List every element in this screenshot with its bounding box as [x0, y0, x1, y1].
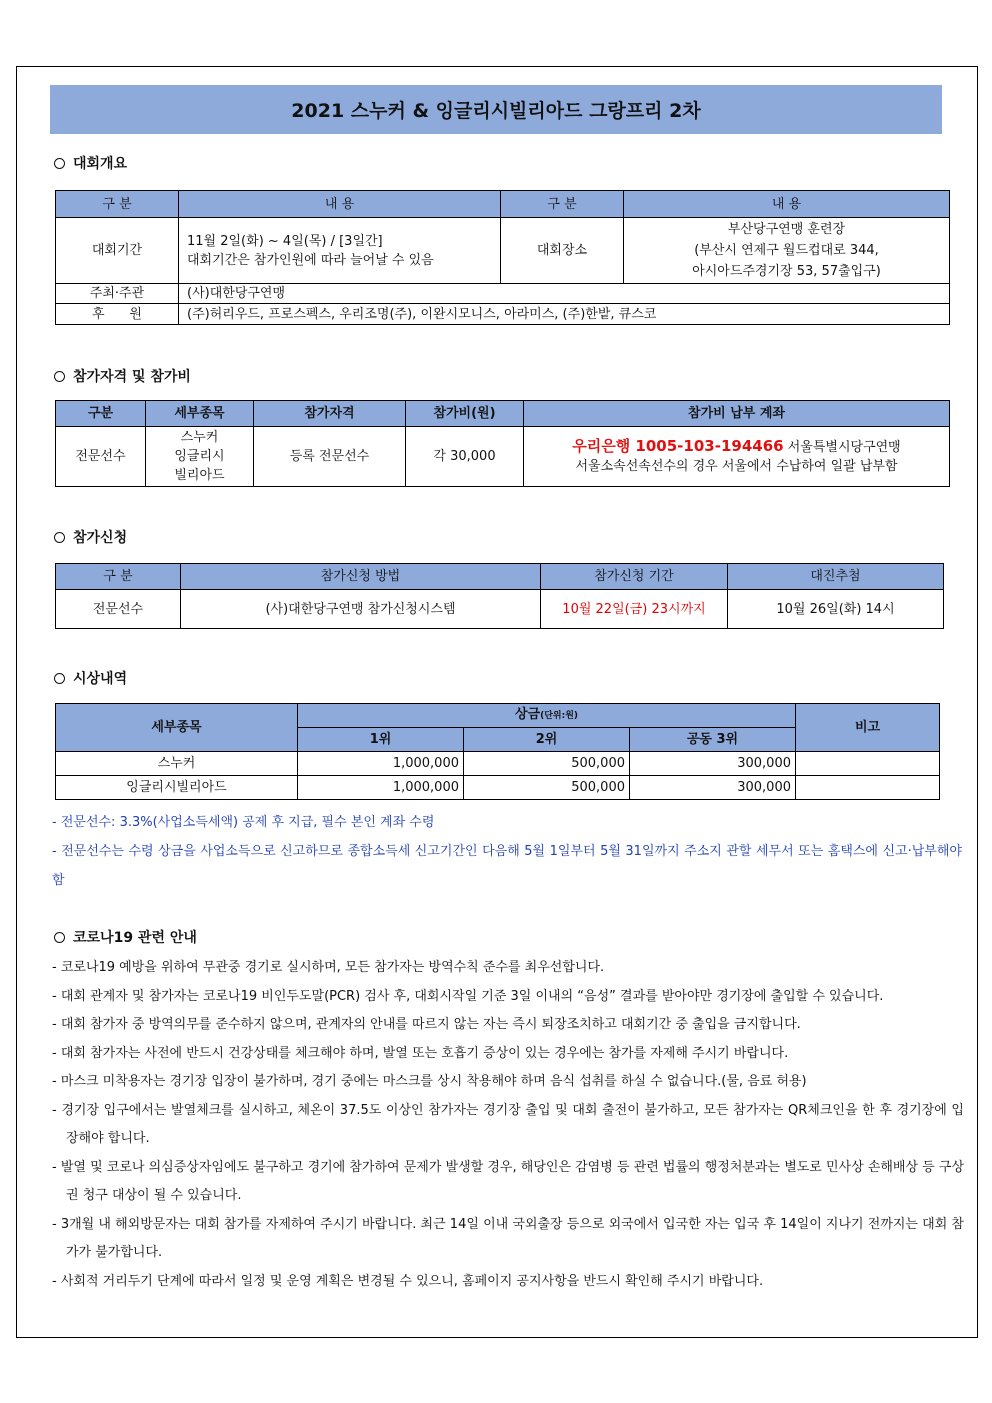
sponsor-value: (주)허리우드, 프로스펙스, 우리조명(주), 이완시모니스, 아라미스, (주)한밭, 큐스코: [179, 304, 950, 325]
eligibility-account: [524, 427, 950, 487]
prizes-table: [55, 703, 940, 800]
bank-account: 우리은행 1005-103-194466: [572, 437, 784, 455]
account-note: 서울소속선속선수의 경우 서울에서 수납하여 일괄 납부함: [575, 459, 898, 474]
list-item: - 코로나19 예방을 위하여 무관중 경기로 실시하며, 모든 참가자는 방역수칙 준수를 최우선합니다.: [52, 960, 605, 975]
venue-label: 대회장소: [501, 218, 624, 284]
eligibility-fee: 각 30,000: [406, 427, 524, 487]
list-item: - 마스크 미착용자는 경기장 입장이 불가하며, 경기 중에는 마스크를 상시 착용해야 하며 음식 섭취를 하실 수 없습니다.(물, 음료 허용): [52, 1074, 807, 1089]
eligibility-events: 스누커 잉글리시 빌리아드: [146, 427, 254, 487]
circle-bullet-icon: [54, 932, 65, 943]
section-overview-heading: 대회개요: [54, 153, 127, 173]
venue-value: 부산당구연맹 훈련장 (부산시 연제구 월드컵대로 344, 아시아드주경기장 53, 57출입구): [624, 218, 950, 284]
table-row: 스누커 1,000,000 500,000 300,000: [56, 752, 940, 776]
registration-header-draw: 대진추첨: [728, 564, 944, 590]
prize-note-income: - 전문선수는 수령 상금을 사업소득으로 신고하므로 종합소득세 신고기간인 다음해 5월 1일부터 5월 31일까지 주소지 관할 세무서 또는 홈택스에 신고·납부해야 함: [52, 844, 962, 888]
list-item: - 발열 및 코로나 의심증상자임에도 불구하고 경기에 참가하여 문제가 발생할 경우, 해당인은 감염병 등 관련 법률의 행정처분과는 별도로 민사상 손해배상 등 구상권 청구 대상이 될 수 있습니다.: [52, 1159, 964, 1203]
page-title: 2021 스누커 & 잉글리시빌리아드 그랑프리 2차: [50, 85, 942, 134]
overview-header-category: 구 분: [56, 191, 179, 218]
circle-bullet-icon: [54, 532, 65, 543]
prizes-header-event: 세부종목: [56, 704, 298, 752]
eligibility-table: [55, 400, 950, 487]
registration-method: (사)대한당구연맹 참가신청시스템: [181, 590, 541, 629]
overview-header-category-2: 구 분: [501, 191, 624, 218]
section-covid-heading: 코로나19 관련 안내: [54, 927, 197, 947]
list-item: - 대회 참가자는 사전에 반드시 건강상태를 체크해야 하며, 발열 또는 호흡기 증상이 있는 경우에는 참가를 자제해 주시기 바랍니다.: [52, 1045, 789, 1061]
covid-guidelines: [52, 954, 964, 1296]
list-item: - 경기장 입구에서는 발열체크를 실시하고, 체온이 37.5도 이상인 참가자는 경기장 출입 및 대회 출전이 불가하고, 모든 참가자는 QR체크인을 한 후 경기장에 입장해야 합니다.: [52, 1102, 964, 1146]
list-item: - 대회 참가자 중 방역의무를 준수하지 않으며, 관계자의 안내를 따르지 않는 자는 즉시 퇴장조치하고 대회기간 중 출입을 금지합니다.: [52, 1017, 801, 1032]
eligibility-qualification: 등록 전문선수: [254, 427, 406, 487]
overview-header-content-2: 내 용: [624, 191, 950, 218]
circle-bullet-icon: [54, 673, 65, 684]
registration-header-method: 참가신청 방법: [181, 564, 541, 590]
table-row: 잉글리시빌리아드 1,000,000 500,000 300,000: [56, 776, 940, 800]
prizes-header-prize: 상금(단위:원): [298, 704, 796, 728]
registration-draw: 10월 26일(화) 14시: [728, 590, 944, 629]
prizes-header-second: 2위: [464, 728, 630, 752]
overview-header-content: 내 용: [179, 191, 501, 218]
overview-table: [55, 190, 950, 325]
registration-category: 전문선수: [56, 590, 181, 629]
host-value: (사)대한당구연맹: [179, 284, 950, 304]
registration-table: [55, 563, 944, 629]
eligibility-header-qualification: 참가자격: [254, 401, 406, 427]
period-value: 11월 2일(화) ~ 4일(목) / [3일간] 대회기간은 참가인원에 따라 늘어날 수 있음: [179, 218, 501, 284]
eligibility-header-events: 세부종목: [146, 401, 254, 427]
prizes-header-third: 공동 3위: [630, 728, 796, 752]
section-registration-heading: 참가신청: [54, 527, 127, 547]
eligibility-header-fee: 참가비(원): [406, 401, 524, 427]
prize-note-tax: - 전문선수: 3.3%(사업소득세액) 공제 후 지급, 필수 본인 계좌 수령: [52, 815, 435, 830]
prizes-header-first: 1위: [298, 728, 464, 752]
eligibility-header-category: 구분: [56, 401, 146, 427]
registration-deadline: 10월 22일(금) 23시까지: [541, 590, 728, 629]
list-item: - 3개월 내 해외방문자는 대회 참가를 자제하여 주시기 바랍니다. 최근 14일 이내 국외출장 등으로 외국에서 입국한 자는 입국 후 14일이 지나기 전까지는 대회 참가가 불가합니다.: [52, 1216, 964, 1260]
list-item: - 사회적 거리두기 단계에 따라서 일정 및 운영 계획은 변경될 수 있으니, 홈페이지 공지사항을 반드시 확인해 주시기 바랍니다.: [52, 1273, 764, 1289]
section-eligibility-heading: 참가자격 및 참가비: [54, 366, 191, 386]
section-prizes-heading: 시상내역: [54, 668, 127, 688]
sponsor-label: 후 원: [56, 304, 179, 325]
list-item: - 대회 관계자 및 참가자는 코로나19 비인두도말(PCR) 검사 후, 대회시작일 기준 3일 이내의 “음성” 결과를 받아야만 경기장에 출입할 수 있습니다.: [52, 988, 884, 1004]
eligibility-category: 전문선수: [56, 427, 146, 487]
host-label: 주최·주관: [56, 284, 179, 304]
prizes-header-remark: 비고: [796, 704, 940, 752]
period-label: 대회기간: [56, 218, 179, 284]
registration-header-category: 구 분: [56, 564, 181, 590]
account-holder: 서울특별시당구연맹: [787, 440, 901, 455]
registration-header-period: 참가신청 기간: [541, 564, 728, 590]
circle-bullet-icon: [54, 158, 65, 169]
eligibility-header-account: 참가비 납부 계좌: [524, 401, 950, 427]
circle-bullet-icon: [54, 371, 65, 382]
